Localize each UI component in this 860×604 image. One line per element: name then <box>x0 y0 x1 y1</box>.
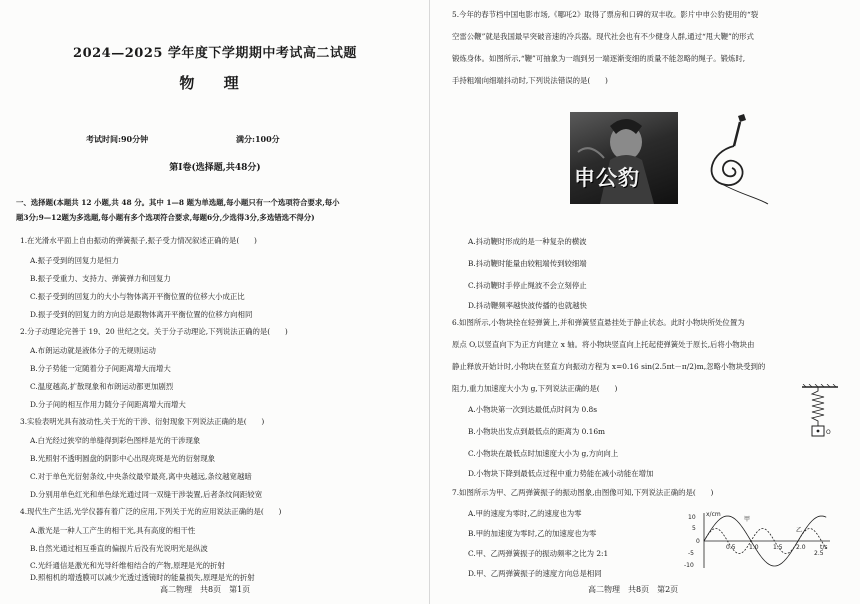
spring-origin-label: O <box>826 429 831 436</box>
question-1-stem: 1.在光滑水平面上自由振动的弹簧振子,振子受力情况叙述正确的是( ) <box>20 236 257 245</box>
question-5-option-c: C.抖动鞭时手停止绳波不会立刻停止 <box>468 281 587 290</box>
question-6-line-3: 静止释放开始计时,小物块在竖直方向振动方程为 x=0.16 sin(2.5πt－π/2)m,忽略小物块受到的 <box>452 362 766 371</box>
question-7-stem: 7.如图所示为甲、乙两弹簧振子的振动图象,由图像可知,下列说法正确的是( ) <box>452 488 714 497</box>
section-heading: 第Ⅰ卷(选择题,共48分) <box>169 163 261 173</box>
question-4-option-a: A.激光是一种人工产生的相干光,具有高度的相干性 <box>30 526 196 535</box>
question-6-option-d: D.小物块下降到最低点过程中重力势能在减小动能在增加 <box>468 469 654 478</box>
question-1-option-a: A.振子受到的回复力是恒力 <box>30 256 119 265</box>
question-5-line-3: 锻炼身体。如图所示,“鞭”可抽象为一端到另一端逐渐变细的质量不能忽略的绳子。锻炼时, <box>452 54 746 63</box>
y-tick-0: 0 <box>696 538 700 545</box>
question-6-option-c: C.小物块在最低点时加速度大小为 g,方向向上 <box>468 449 619 458</box>
x-tick-2-0: 2.0 <box>796 544 806 551</box>
question-3-option-a: A.白光经过狭窄的单缝得到彩色图样是光的干涉现象 <box>30 436 201 445</box>
spring-diagram <box>800 384 840 440</box>
exam-time: 考试时间:90分钟 <box>86 134 149 144</box>
question-1-option-c: C.振子受到的回复力的大小与物体离开平衡位置的位移大小成正比 <box>30 292 245 301</box>
question-7-option-d: D.甲、乙两弹簧振子的速度方向总是相同 <box>468 569 602 578</box>
question-6-option-b: B.小物块出发点到最低点的距离为 0.16m <box>468 427 606 436</box>
question-5-option-a: A.抖动鞭时形成的是一种复杂的横波 <box>468 237 587 246</box>
x-tick-1-0: 1.0 <box>749 544 759 551</box>
subject-title: 物 理 <box>179 74 251 92</box>
question-6-line-1: 6.如图所示,小物块拴在轻弹簧上,并和弹簧竖直悬挂处于静止状态。此时小物块所处位置为 <box>452 318 745 327</box>
photo-caption: 申公豹 <box>574 165 640 190</box>
question-3-option-c: C.对于单色光衍射条纹,中央条纹最窄最亮,离中央越远,条纹越宽越暗 <box>30 472 252 481</box>
question-3-option-d: D.分别用单色红光和单色绿光通过同一双缝干涉装置,后者条纹间距较宽 <box>30 490 263 499</box>
instructions-line-2: 题3分;9—12题为多选题,每小题有多个选项符合要求,每题6分,少选得3分,多选错选不得分) <box>16 213 315 222</box>
graph-x-label: t/s <box>820 544 828 551</box>
question-4-stem: 4.现代生产生活,光学仪器有着广泛的应用,下列关于光的应用说法正确的是( ) <box>20 507 282 516</box>
question-2-option-a: A.布朗运动就是液体分子的无规则运动 <box>30 346 156 355</box>
question-1-option-b: B.振子受重力、支持力、弹簧弹力和回复力 <box>30 274 171 283</box>
question-4-option-b: B.自然光通过相互垂直的偏振片后没有光说明光是纵波 <box>30 544 208 553</box>
x-tick-1-5: 1.5 <box>773 544 783 551</box>
instructions-line-1: 一、选择题(本题共 12 小题,共 48 分。其中 1—8 题为单选题,每小题只有一个选项符合要求,每小 <box>16 198 340 207</box>
full-score: 满分:100分 <box>236 134 280 144</box>
question-3-stem: 3.实验表明光具有波动性,关于光的干涉、衍射现象下列说法正确的是( ) <box>20 417 265 426</box>
question-2-stem: 2.分子动理论完善于 19、20 世纪之交。关于分子动理论,下列说法正确的是( ) <box>20 327 288 336</box>
exam-title: 2024—2025 学年度下学期期中考试高二试题 <box>73 46 357 61</box>
question-1-option-d: D.振子受到的回复力的方向总是跟物体离开平衡位置的位移方向相同 <box>30 310 253 319</box>
x-tick-2-5: 2.5 <box>814 550 824 557</box>
shen-gongbao-photo <box>570 112 678 204</box>
question-5-line-4: 手持粗端向细端抖动时,下列说法错误的是( ) <box>452 76 608 85</box>
question-5-line-1: 5.今年的春节档中国电影市场,《哪吒2》取得了票房和口碑的双丰收。影片中申公豹使用的“裂 <box>452 10 759 19</box>
question-2-option-c: C.温度越高,扩散现象和布朗运动都更加剧烈 <box>30 382 174 391</box>
question-7-option-b: B.甲的加速度为零时,乙的加速度也为零 <box>468 529 597 538</box>
series-label-jia: 甲 <box>744 516 751 523</box>
question-3-option-b: B.光照射不透明圆盘的阴影中心出现亮斑是光的衍射现象 <box>30 454 216 463</box>
y-tick-5: 5 <box>692 525 696 532</box>
question-4-option-d: D.照相机的增透膜可以减少光透过透镜时的能量损失,原理是光的折射 <box>30 573 255 582</box>
question-2-option-b: B.分子势能一定随着分子间距离增大而增大 <box>30 364 171 373</box>
question-7-option-a: A.甲的速度为零时,乙的速度也为零 <box>468 509 582 518</box>
x-tick-0-5: 0.5 <box>726 544 736 551</box>
question-6-option-a: A.小物块第一次到达最低点时间为 0.8s <box>468 405 598 414</box>
question-7-option-c: C.甲、乙两弹簧振子的振动频率之比为 2:1 <box>468 549 609 558</box>
question-5-option-b: B.抖动鞭时能量由较粗端传到较细端 <box>468 259 587 268</box>
graph-y-label: x/cm <box>706 511 721 518</box>
y-tick-minus-5: -5 <box>688 550 694 557</box>
question-5-option-d: D.抖动鞭频率越快波传播的也就越快 <box>468 301 587 310</box>
page-2-footer: 高二物理 共8页 第2页 <box>588 585 679 594</box>
series-label-yi: 乙 <box>796 527 803 534</box>
question-5-line-2: 空雷公鞭”就是我国最早突破音速的冷兵器。现代社会也有不少健身人群,通过“甩大鞭”的形式 <box>452 32 754 41</box>
y-tick-10: 10 <box>688 514 696 521</box>
question-6-line-2: 原点 O,以竖直向下为正方向建立 x 轴。将小物块竖直向上托起使弹簧处于原长,后将小物块由 <box>452 340 755 349</box>
oscillation-graph <box>684 510 834 572</box>
question-6-line-4: 阻力,重力加速度大小为 g,下列说法正确的是( ) <box>452 384 618 393</box>
whip-icon <box>700 112 770 207</box>
question-2-option-d: D.分子间的相互作用力随分子间距离增大而增大 <box>30 400 186 409</box>
page-1-footer: 高二物理 共8页 第1页 <box>160 585 251 594</box>
question-4-option-c: C.光纤通信是激光和光导纤维相结合的产物,原理是光的折射 <box>30 561 225 570</box>
y-tick-minus-10: -10 <box>684 562 694 569</box>
